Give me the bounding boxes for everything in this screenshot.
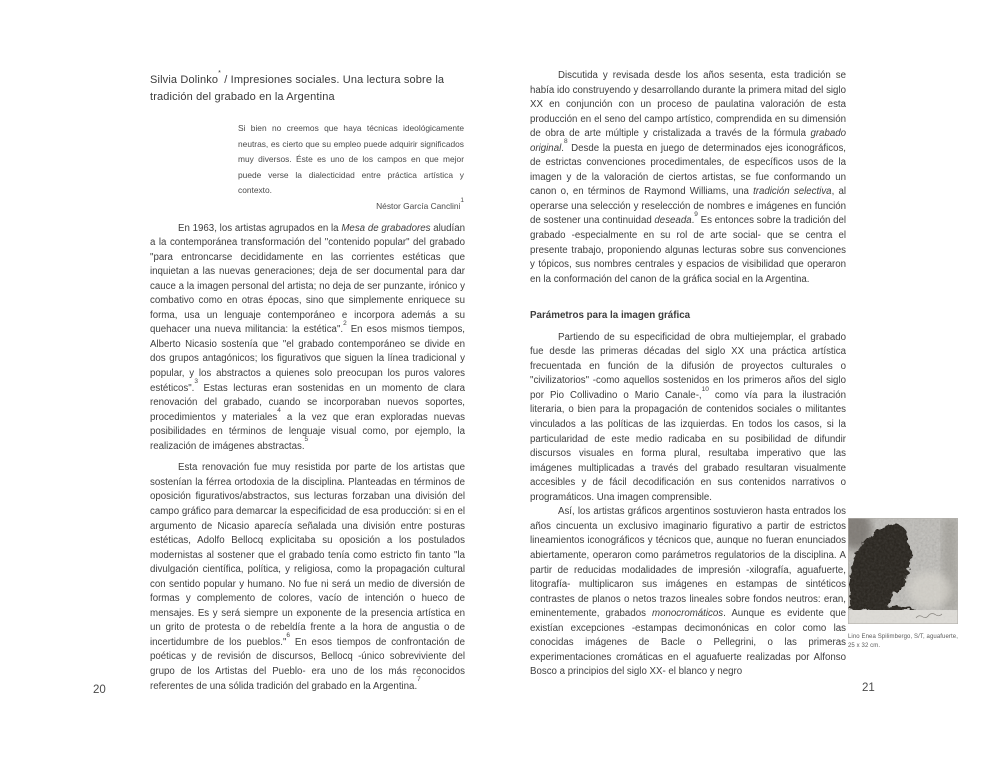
epigraph: Si bien no creemos que haya técnicas ideológicamente neutras, es cierto que su empleo puede adquirir significados muy diversos. Éste es uno de los campos en que mejor puede verse la dialecticidad entre práctica artística y contexto. [238, 123, 464, 196]
left-page [150, 72, 465, 694]
paragraph: Partiendo de su especificidad de obra multiejemplar, el grabado fue desde las primeras décadas del siglo XX una práctica artística frecuentada en función de la difusión de proyectos culturales o "civilizatorios" -como aquellos sostenidos en los primeros años del siglo por Pio Collivadino o Mario Canale-,$^{10}$ como vía para la ilustración literaria, o bien para la propagación de contenidos sociales o militantes vinculados a las políticas de las izquierdas. En todos los casos, si la particularidad de este medio radicaba en su posibilidad de difundir discursos visuales en forma plural, resultaba imperativo que las imágenes multiplicadas a través del grabado resultaran visualmente accesibles y de fácil decodificación en sus contenidos narrativos o programáticos. Una imagen comprensible. [530, 331, 846, 503]
paragraph: Así, los artistas gráficos argentinos sostuvieron hasta entrados los años cincuenta un exclusivo imaginario figurativo a partir de estrictos lineamientos iconográficos y técnicos que, aunque no fueran enunciados abiertamente, operaron como parámetros regulatorios de la disciplina. A partir de reducidas modalidades de impresión -xilografía, aguafuerte, litografía- multiplicaron sus imágenes en estampas de sintéticos contrastes de planos o netos trazos lineales sobre fondos neutros: eran, eminentemente, grabados monocromáticos. Aunque es evidente que existían excepciones -estampas decimonónicas en color como las conocidas imágenes de Bacle o Pellegrini, o las primeras experimentaciones cromáticas en el aguafuerte realizadas por Alfonso Bosco a principios del siglo XX- el blanco y negro [530, 506, 847, 678]
section-heading: Parámetros para la imagen gráfica [530, 310, 691, 322]
figure-block [848, 518, 960, 650]
article-title: Silvia Dolinko* / Impresiones sociales. Una lectura sobre la tradición del grabado en la Argentina [150, 70, 445, 103]
page-number-right: 21 [862, 682, 875, 694]
epigraph-block [238, 121, 464, 215]
figure-caption-line: 25 x 32 cm. [848, 642, 881, 649]
paragraph: Esta renovación fue muy resistida por parte de los artistas que sostenían la férrea ortodoxia de la disciplina. Planteadas en términos de oposición figurativos/abstractos, sus lecturas forzaban una división del campo gráfico para demarcar la especificidad de esa producción: si en el argumento de Nicasio aparecía señalada una división entre posturas estéticas, Adolfo Bellocq explicitaba su oposición a los postulados modernistas al sostener que el grabado tenía como estricto fin tanto "la divulgación científica, política, y religiosa, como la propagación cultural con sentido popular y humano. No fue ni será un medio de diversión de formas y complemento de colores, vacío de intención o hueco de mensajes. Es y será siempre un exponente de la presencia artística en un grito de protesta o de rebeldía frente a la hora de angustia o de incertidumbre de los pueblos."$^6$ En esos tiempos de confrontación de poéticas y de revisión de discursos, Bellocq -único sobreviviente del grupo de los Artistas del Pueblo- era uno de los más reconocidos referentes de una sólida tradición del grabado en la Argentina.$^7$ [150, 462, 465, 692]
right-page [530, 69, 846, 680]
page-number-left: 20 [93, 684, 106, 696]
right-page-body [530, 69, 846, 680]
paragraph: Discutida y revisada desde los años sesenta, esta tradición se había ido construyendo y desarrollando durante la primera mitad del siglo XX en conjunción con un proceso de paulatina valoración de esta producción en el seno del campo artístico, comprendida en su dimensión de obra de arte múltiple y cristalizada a través de la fórmula grabado original.$^8$ Desde la puesta en juego de determinados ejes iconográficos, de estrictas convenciones procedimentales, de específicos usos de la imagen y de la valoración de ciertos artistas, se fue conformando un canon o, en términos de Raymond Williams, una tradición selectiva, al operarse una selección y reselección de nombres e imágenes en función de sostener una continuidad deseada.$^9$ Es entonces sobre la tradición del grabado -especialmente en su rol de arte social- que se centra el presente trabajo, proponiendo algunas lecturas sobre sus convenciones y tópicos, sus nombres centrales y espacios de visibilidad que operaron en la conformación del canon de la gráfica social en la Argentina. [530, 70, 847, 285]
paragraph: En 1963, los artistas agrupados en la Mesa de grabadores aludían a la contemporánea transformación del "contenido popular" del grabado "para entroncarse decididamente en las corrientes estéticas que inquietan a las nuevas generaciones; deja de ser documental para dar cauce a la imagen personal del artista; no deja de ser punzante, irónico y combativo como en otras épocas, sino que simplemente enriquece su forma, usa un lenguaje contemporáneo e incorpora además a su quehacer una nueva militancia: la estética".$^2$ En esos mismos tiempos, Alberto Nicasio sostenía que "el grabado contemporáneo se divide en dos grupos antagónicos; los figurativos que siguen la línea tradicional y popular, y los abstractos a quienes solo preocupan los puros valores estéticos".$^3$ Estas lecturas eran sostenidas en un momento de clara renovación del grabado, cuando se incorporaban nuevos soportes, procedimientos y materiales$^4$ a la vez que eran exploradas nuevas posibilidades en términos de lenguaje visual como, por ejemplo, la realización de imágenes abstractas.$^5$ [150, 222, 465, 452]
epigraph-attribution: Néstor García Canclini$^1$ [376, 196, 464, 211]
etching-portrait-image [848, 518, 958, 624]
figure-caption-line: Lino Enea Spilimbergo, S/T, aguafuerte, [848, 634, 958, 640]
figure-caption [848, 633, 960, 650]
left-page-body [150, 222, 465, 695]
